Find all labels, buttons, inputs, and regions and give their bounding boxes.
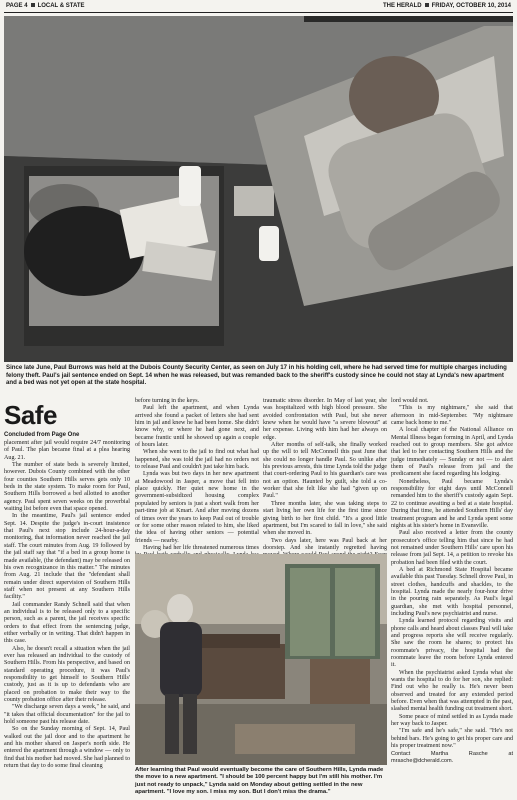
section-name: LOCAL & STATE	[37, 3, 85, 9]
issue-date: FRIDAY, OCTOBER 10, 2014	[431, 3, 511, 9]
header-right	[383, 0, 511, 12]
paragraph: before turning in the keys.	[135, 398, 200, 404]
paragraph: The number of state beds is severely limited, however. Dubois County combined with the other four counties Southern Hills serves gets only 10 beds in the state system. To make room for Paul, Southern Hills borrowed a bed allotted to another agency. Paul spent seven weeks on the proverbial waiting list before even that space opened.	[4, 462, 130, 513]
paragraph: Some peace of mind settled in as Lynda made her way back to Jasper.	[391, 713, 513, 728]
paragraph: A local chapter of the National Alliance on Mental Illness began forming in April, and Lynda reached out to group members. She got advice that led to her contacting Southern Hills and the judge immediately — Sunday or not — to alert them of Paul's release from jail and the predicament she faced regarding his lodging.	[391, 427, 513, 478]
paragraph: Also, he doesn't recall a situation when the jail ever has released an individual to the custody of Southern Hills. From his perspective, and based on standard operating procedure, it was Paul's responsibility to get himself to Southern Hills' custody, just as it is up to defendants who are placed on probation to make their way to the county probation office after their release.	[4, 645, 130, 704]
story-headline: Safe	[4, 400, 57, 430]
apartment-illustration	[135, 554, 387, 765]
paragraph: placement after jail would require 24/7 monitoring of Paul. The plan became final at a plea hearing Aug. 21.	[4, 440, 130, 461]
separator-icon	[31, 3, 35, 7]
apartment-photo	[135, 554, 387, 765]
column-1	[4, 440, 130, 770]
page-header	[4, 0, 513, 13]
paragraph: Three months later, she was taking steps to start living her own life for the first time since giving birth to her first child. "It's a good little apartment, but I'm scared to fall in love," she said when she moved in.	[263, 500, 387, 537]
paragraph: Lynda learned protocol regarding visits and phone calls and heard about classes Paul will take and progress reports she will receive regularly. She saw the room he shares; to protect his roommate's privacy, the hospital had the roommate leave the room before Lynda entered it.	[391, 618, 513, 669]
photo2-caption: After learning that Paul would eventually become the care of Southern Hills, Lynda made the move to a new apartment. "I should be 100 percent happy but I'm still his mother. I'm just not ready to unpack," Lynda said on Monday about getting settled in the new apartment. "I love my son. I miss my son. But I don't miss the drama."	[135, 767, 384, 795]
paragraph: When she went to the jail to find out what had happened, she was told the jail had no orders not to release Paul and couldn't just take him back.	[135, 449, 259, 471]
holding-cell-photo	[4, 16, 513, 362]
paragraph: "I'm safe and he's safe," she said. "He's not behind bars. He's going to get his proper care and his proper treatment now."	[391, 728, 513, 750]
column-4	[391, 398, 513, 765]
paragraph: Two days later, here was Paul back at her doorstep. And she instantly regretted having	[263, 537, 387, 551]
paragraph: So on the Sunday morning of Sept. 14, Paul walked out the jail door and to the apartment he and his mother shared on Jasper's north side. He entered the apartment through a window — only to find that his mother had moved. She had planned to return that day to do some final cleaning	[4, 726, 130, 770]
holding-cell-illustration	[4, 16, 513, 362]
separator-icon	[425, 3, 429, 7]
paragraph: In the meantime, Paul's jail sentence ended Sept. 14. Despite the judge's in-court insistence that Paul's next stop include 24-hour-a-day monitoring, that information never reached the jail staff. The court minutes from Aug. 19 followed by the jail staff say that "if a bed in a group home is made available, (the defendant) may be released on his own recognizance in this matter." The minutes from Aug. 21 include that the "defendant shall remain under direct supervision of Southern Hills staff when not present at any Southern Hills facility."	[4, 513, 130, 601]
page-number: PAGE 4	[6, 3, 28, 9]
header-left	[6, 0, 85, 12]
paragraph: traumatic stress disorder. In May of last year, she was hospitalized with high blood pressure. She avoided confrontation with Paul, but she never knew when he would have "a severe blowout" at her expense. Living with him had her always on edge.	[263, 398, 387, 441]
jump-line: Concluded from Page One	[4, 432, 80, 438]
paragraph: Nonetheless, Paul became Lynda's responsibility for eight days until McConnell remanded him to the sheriff's custody again Sept. 22 to continue awaiting a bed at a state hospital. During that time, he attended Southern Hills' day treatment program and he and Lynda spent some nights at his sister's home in Evansville.	[391, 478, 513, 529]
paragraph: A bed at Richmond State Hospital became available this past Tuesday. Schnell drove Paul, in street clothes, handcuffs and shackles, to the hospital. Lynda made the nearly four-hour drive in the pouring rain separately. As Paul's legal guardian, she met with hospital personnel, including Paul's new psychiatrist and nurse.	[391, 566, 513, 617]
paragraph: Having had her life threatened numerous times	[143, 544, 259, 551]
paragraph: Lynda was but two days in her new apartment at Meadowood in Jasper, a move that fell into place quickly. Her quiet new home in the government-subsidized housing complex populated by seniors is just a short walk from her part-time job at Kmart. And after moving dozens of times over the years to keep Paul out of trouble or for some other reason related to him, she liked the idea of having other seniors — potential friends — nearby.	[135, 471, 259, 544]
column-3	[263, 398, 387, 574]
contact-line: Contact Martha Rasche at mrasche@dcherald.com.	[391, 750, 513, 764]
column-2	[135, 398, 259, 567]
paragraph: lord would not.	[391, 398, 429, 404]
paper-name: THE HERALD	[382, 3, 422, 9]
paragraph: After months of self-talk, she finally worked up the will to tell McConnell this past June that she could no longer handle Paul. So unlike after his previous arrests, this time Lynda told the judge that court-ordering Paul to his guardian's care was not an option. Haunted by guilt, she told a co-worker that she felt like she had "given up on Paul."	[263, 442, 387, 500]
paragraph: Jail commander Randy Schnell said that when an individual is to be released only to a specific person, such as a parent, the jail receives specific orders to that effect from the sentencing judge, either verbally or in writing. That didn't happen in this case.	[4, 601, 130, 645]
paragraph: "We discharge seven days a week," he said, and "it takes that official documentation" for the jail to hold someone past his release date.	[4, 704, 130, 726]
paragraph: Paul left the apartment, and when Lynda arrived she found a packet of letters she had sent him in jail and knew he had been home. She didn't know why, or where he had gone next, and became frantic until he showed up again a couple of hours later.	[135, 405, 259, 449]
paragraph: Paul also received a letter from the county prosecutor's office telling him that since he had not remained under Southern Hills' care upon his release from jail Sept. 14, a petition to revoke his probation had been filed with the court.	[391, 530, 513, 566]
photo1-caption: Since late June, Paul Burrows was held at the Dubois County Security Center, as seen on July 17 in his holding cell, where he had served time for multiple charges including felony theft. Paul's jail sentence ended on Sept. 14 when he was released, but was remanded back to the sheriff's custody since he could not stay at Lynda's new apartment and a bed was not yet open at the state hospital.	[6, 364, 507, 387]
paragraph: "This is my nightmare," she said that afternoon in mid-September. "My nightmare came back home to me."	[391, 405, 513, 427]
paragraph: When the psychiatrist asked Lynda what she wants the hospital to do for her son, she replied: Find out who he really is. He's never been observed and treated for any extended period before. Even when that was attempted in the past, slashed mental health funding cut treatment short.	[391, 669, 513, 713]
